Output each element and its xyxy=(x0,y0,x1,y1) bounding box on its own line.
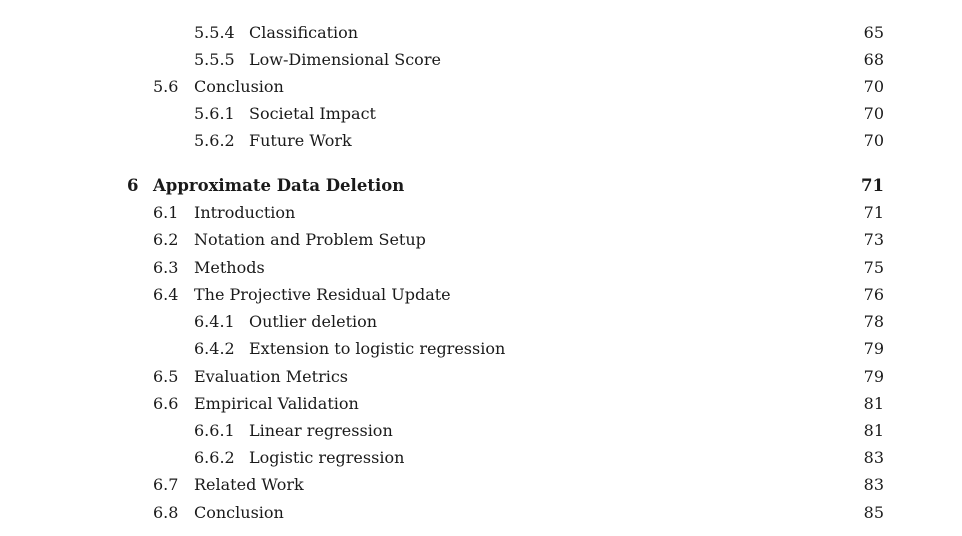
toc-entry-page-number: 71 xyxy=(863,203,884,222)
toc-entry-number: 6.6.2 xyxy=(194,448,235,467)
toc-entry-title: The Projective Residual Update xyxy=(194,285,451,304)
toc-entry[interactable] xyxy=(0,283,962,307)
toc-entry-title: Extension to logistic regression xyxy=(249,339,506,358)
toc-entry-page-number: 79 xyxy=(863,367,884,386)
toc-entry[interactable] xyxy=(0,228,962,252)
toc-entry-number: 5.6.2 xyxy=(194,131,235,150)
toc-entry-title: Classification xyxy=(249,23,359,42)
toc-entry-number: 6.2 xyxy=(153,230,179,249)
toc-entry-page-number: 83 xyxy=(863,475,884,494)
toc-entry[interactable] xyxy=(0,129,962,153)
toc-entry-number: 6.6.1 xyxy=(194,421,235,440)
toc-entry-number: 6.8 xyxy=(153,503,179,522)
toc-entry-title: Linear regression xyxy=(249,421,393,440)
toc-entry[interactable] xyxy=(0,337,962,361)
toc-entry-title: Outlier deletion xyxy=(249,312,378,331)
toc-entry-number: 5.5.4 xyxy=(194,23,235,42)
toc-entry-title: Approximate Data Deletion xyxy=(153,176,405,195)
toc-entry-page-number: 68 xyxy=(863,50,884,69)
toc-entry-page-number: 81 xyxy=(863,394,884,413)
toc-entry-title: Logistic regression xyxy=(249,448,405,467)
toc-entry[interactable] xyxy=(0,392,962,416)
toc-entry-title: Notation and Problem Setup xyxy=(194,230,426,249)
toc-entry[interactable] xyxy=(0,446,962,470)
toc-entry-number: 6.4 xyxy=(153,285,179,304)
toc-entry-number: 6.7 xyxy=(153,475,179,494)
toc-entry-title: Empirical Validation xyxy=(194,394,359,413)
toc-entry-page-number: 81 xyxy=(863,421,884,440)
toc-entry[interactable] xyxy=(0,473,962,497)
toc-entry-page-number: 78 xyxy=(863,312,884,331)
toc-entry[interactable] xyxy=(0,102,962,126)
toc-entry-number: 5.6.1 xyxy=(194,104,235,123)
toc-entry-title: Conclusion xyxy=(194,503,284,522)
toc-entry-page-number: 79 xyxy=(863,339,884,358)
toc-entry[interactable] xyxy=(0,310,962,334)
toc-entry-number: 6.5 xyxy=(153,367,179,386)
toc-entry-page-number: 70 xyxy=(863,131,884,150)
toc-entry-page-number: 65 xyxy=(863,23,884,42)
toc-entry-page-number: 75 xyxy=(863,258,884,277)
toc-entry-title: Low-Dimensional Score xyxy=(249,50,441,69)
toc-entry-title: Societal Impact xyxy=(249,104,376,123)
toc-entry-page-number: 76 xyxy=(863,285,884,304)
toc-entry-page-number: 70 xyxy=(863,77,884,96)
toc-entry[interactable] xyxy=(0,419,962,443)
toc-entry-title: Future Work xyxy=(249,131,352,150)
toc-entry[interactable] xyxy=(0,256,962,280)
toc-entry-title: Introduction xyxy=(194,203,296,222)
toc-entry-page-number: 83 xyxy=(863,448,884,467)
toc-entry[interactable] xyxy=(0,75,962,99)
toc-entry-number: 6.4.1 xyxy=(194,312,235,331)
toc-entry[interactable] xyxy=(0,365,962,389)
toc-entry-number: 6.3 xyxy=(153,258,179,277)
toc-chapter-entry[interactable] xyxy=(0,174,962,198)
toc-entry-number: 6 xyxy=(127,176,139,195)
toc-entry-title: Methods xyxy=(194,258,265,277)
toc-entry-title: Related Work xyxy=(194,475,304,494)
toc-entry-number: 6.4.2 xyxy=(194,339,235,358)
toc-entry-page-number: 71 xyxy=(861,176,884,195)
toc-entry[interactable] xyxy=(0,48,962,72)
toc-entry-title: Evaluation Metrics xyxy=(194,367,349,386)
toc-entry[interactable] xyxy=(0,21,962,45)
toc-entry-page-number: 85 xyxy=(863,503,884,522)
toc-entry-number: 5.5.5 xyxy=(194,50,235,69)
toc-entry[interactable] xyxy=(0,201,962,225)
toc-entry-page-number: 70 xyxy=(863,104,884,123)
toc-entry[interactable] xyxy=(0,501,962,525)
toc-entry-number: 6.6 xyxy=(153,394,179,413)
toc-entry-number: 5.6 xyxy=(153,77,179,96)
toc-entry-title: Conclusion xyxy=(194,77,284,96)
toc-entry-page-number: 73 xyxy=(863,230,884,249)
toc-entry-number: 6.1 xyxy=(153,203,179,222)
